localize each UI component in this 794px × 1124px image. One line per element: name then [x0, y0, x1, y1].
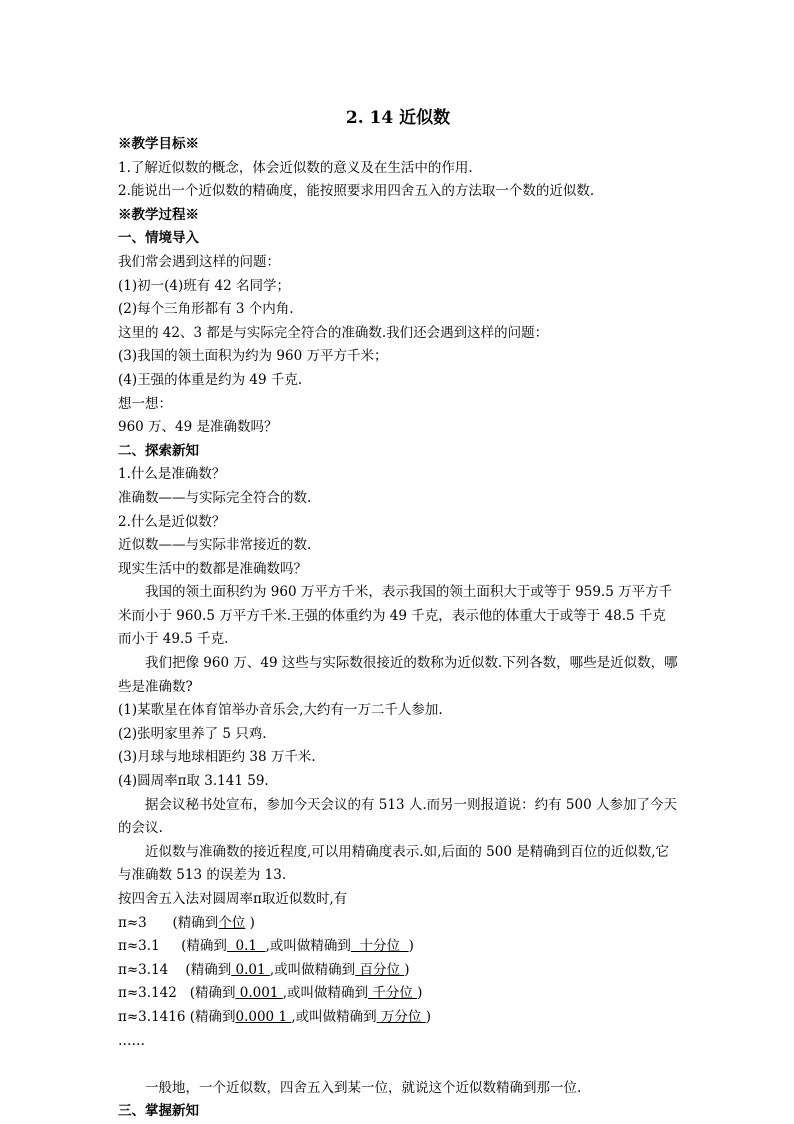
text-line: 准确数——与实际完全符合的数.	[118, 489, 312, 506]
document-title: 2. 14 近似数	[345, 108, 451, 128]
paragraph: 据会议秘书处宣布，参加今天会议的有 513 人.而另一则报道说：约有 500 人参加了今天的会议.	[118, 796, 677, 837]
pi-pre: (精确到	[189, 1008, 236, 1025]
pi-row	[118, 959, 678, 983]
pi-pre: (精确到	[172, 914, 219, 931]
pi-post: )	[249, 914, 255, 931]
document-content	[118, 105, 678, 1124]
text-line: (3)月球与地球相距约 38 万千米.	[118, 749, 316, 766]
text-line: 这里的 42、3 都是与实际完全符合的准确数.我们还会遇到这样的问题：	[118, 324, 549, 341]
paragraph: 一般地，一个近似数，四舍五入到某一位，就说这个近似数精确到那一位.	[145, 1079, 582, 1096]
pi-mid: ,或叫做精确到	[269, 961, 356, 978]
text-line: 我们常会遇到这样的问题：	[118, 253, 280, 270]
pi-approx: π≈3.1	[118, 938, 160, 955]
pi-blank-1-text: 0.01	[235, 961, 266, 978]
pi-blank-2	[377, 1009, 426, 1025]
pi-blank-1: 个位	[218, 914, 246, 931]
goal-2: 2.能说出一个近似数的精确度，能按照要求用四舍五入的方法取一个数的近似数.	[118, 183, 595, 200]
text-line: (2)每个三角形都有 3 个内角.	[118, 301, 294, 318]
text-line: (2)张明家里养了 5 只鸡.	[118, 725, 267, 742]
pi-mid: ,或叫做精确到	[291, 1008, 377, 1025]
text-line: (1)初一(4)班有 42 名同学；	[118, 277, 291, 294]
text-line: 1.什么是准确数？	[118, 466, 226, 483]
heading-intro: 一、情境导入	[118, 230, 199, 247]
text-line: 2.什么是近似数？	[118, 513, 226, 530]
pi-blank-1	[236, 985, 283, 1001]
text-line: 近似数——与实际非常接近的数.	[118, 537, 312, 554]
section-heading-process: ※教学过程※	[118, 206, 199, 223]
text-line: (4)王强的体重是约为 49 千克.	[118, 371, 303, 388]
pi-blank-2-text: 千分位	[372, 985, 413, 1002]
pi-approx: π≈3.142	[118, 985, 177, 1002]
pi-blank-2	[368, 985, 417, 1001]
paragraph: 我国的领土面积约为 960 万平方千米，表示我国的领土面积大于或等于 959.5 万平方千米而小于 960.5 万平方千米.王强的体重约为 49 千克，表示他的体重大于或等于 48.5 千克而小于 49.5 千克.	[118, 584, 673, 648]
pi-mid: ,或叫做精确到	[265, 938, 351, 955]
pi-blank-2-text: 万分位	[380, 1008, 422, 1025]
section-heading-goals: ※教学目标※	[118, 136, 199, 152]
text-line: (4)圆周率π取 3.141 59.	[118, 773, 269, 790]
blank-line	[118, 1053, 678, 1077]
pi-post: )	[408, 938, 414, 955]
pi-blank-1-text: 0.1	[235, 938, 257, 955]
text-line: 960 万、49 是准确数吗？	[118, 419, 278, 436]
pi-row	[118, 1006, 678, 1030]
goal-1: 1.了解近似数的概念，体会近似数的意义及在生活中的作用.	[118, 159, 473, 176]
ellipsis: ……	[118, 1032, 145, 1049]
heading-master: 三、掌握新知	[118, 1103, 199, 1120]
pi-blank-1	[236, 1009, 292, 1025]
pi-blank-1-text: 0.000 1	[235, 1008, 288, 1025]
pi-approx: π≈3.14	[118, 961, 169, 978]
pi-blank-2	[355, 962, 404, 978]
pi-post: )	[404, 961, 410, 978]
text-line: (3)我国的领土面积为约为 960 万平方千米；	[118, 348, 388, 365]
paragraph: 我们把像 960 万、49 这些与实际数很接近的数称为近似数.下列各数，哪些是近似数，哪些是准确数?	[118, 655, 678, 695]
text-line: 按四舍五入法对圆周率π取近似数时,有	[118, 891, 348, 907]
text-line: 想一想：	[118, 395, 172, 412]
text-line: 现实生活中的数都是准确数吗？	[118, 560, 307, 577]
pi-approx: π≈3.1416	[118, 1008, 186, 1025]
pi-pre: (精确到	[185, 961, 232, 978]
pi-post: )	[417, 985, 423, 1002]
paragraph: 近似数与准确数的接近程度,可以用精确度表示.如,后面的 500 是精确到百位的近似数,它与准确数 513 的误差为 13.	[118, 843, 670, 884]
pi-blank-1-text: 0.001	[239, 985, 279, 1002]
pi-pre: (精确到	[189, 985, 236, 1002]
heading-explore: 二、探索新知	[118, 442, 199, 459]
pi-post: )	[425, 1008, 431, 1025]
pi-blank-1	[227, 938, 266, 954]
pi-pre: (精确到	[181, 938, 227, 955]
pi-blank-2-text: 百分位	[359, 961, 400, 978]
pi-mid: ,或叫做精确到	[282, 985, 369, 1002]
pi-row	[118, 935, 678, 959]
pi-blank-2	[351, 938, 409, 954]
pi-blank-2-text: 十分位	[359, 938, 400, 955]
pi-blank-1	[231, 962, 270, 978]
pi-row	[118, 982, 678, 1006]
pi-row	[118, 912, 678, 936]
text-line: (1)某歌星在体育馆举办音乐会,大约有一万二千人参加.	[118, 702, 443, 719]
pi-approx: π≈3	[118, 914, 147, 931]
